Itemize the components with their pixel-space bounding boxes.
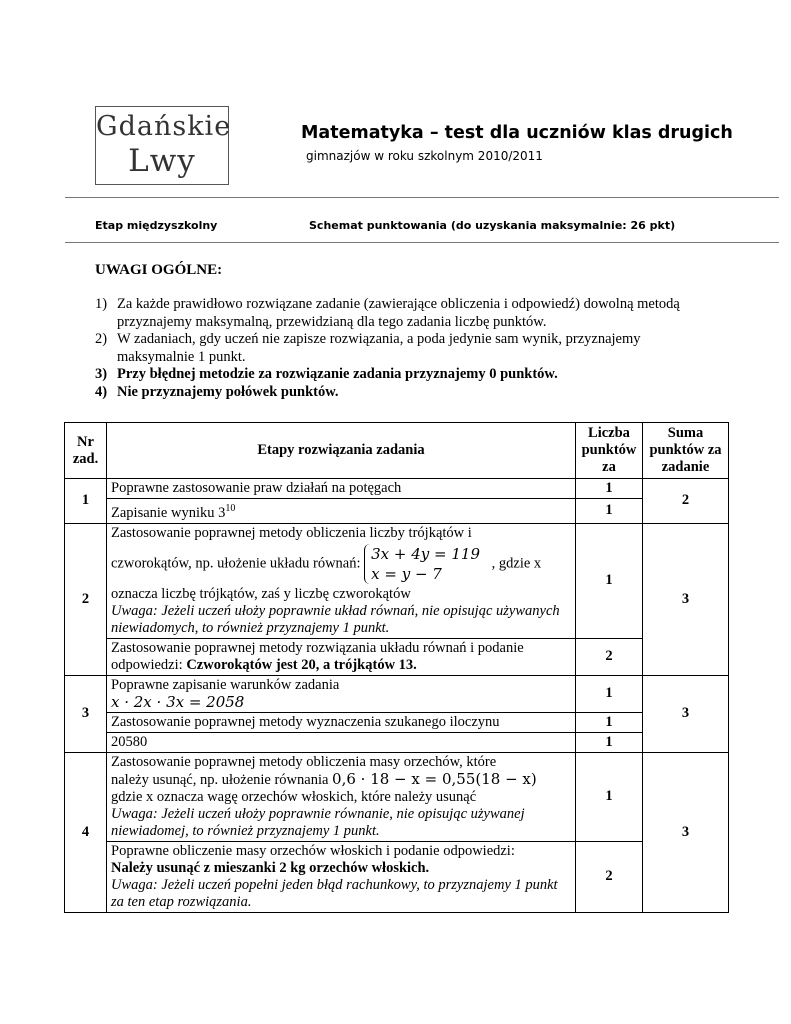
note-text: W zadaniach, gdy uczeń nie zapisze rozwiązania, a poda jedynie sam wynik, przyznajemy maksymalnie 1 punkt. [117, 331, 641, 365]
step-text: 20580 [107, 732, 576, 752]
step-text: należy usunąć, np. ułożenie równania [111, 771, 329, 788]
table-row [65, 752, 729, 841]
equation-line [111, 771, 571, 789]
general-notes-list [95, 296, 715, 401]
equation: 0,6 · 18 − x = 0,55(18 − x) [332, 769, 537, 788]
step-text: gdzie x oznacza wagę orzechów włoskich, które należy usunąć [111, 788, 477, 805]
step-text: Zapisanie wyniku [111, 504, 215, 521]
step-text: czworokątów, np. ułożenie układu równań: [111, 555, 361, 572]
note-number: 1) [95, 296, 108, 312]
step-text: Zastosowanie poprawnej metody rozwiązania układu równań i podanie odpowiedzi: [111, 639, 524, 673]
step-points: 2 [576, 841, 643, 912]
notes-title: UWAGI OGÓLNE: [95, 262, 223, 278]
step-cell [107, 675, 576, 712]
step-text: oznacza liczbę trójkątów, zaś y liczbę czworokątów [111, 585, 411, 602]
page-title: Matematyka – test dla uczniów klas drugich [301, 123, 733, 143]
step-answer: Należy usunąć z mieszanki 2 kg orzechów włoskich. [111, 859, 430, 876]
step-text: , gdzie x [491, 555, 542, 572]
gdanskie-lwy-logo [95, 106, 232, 185]
step-note: Uwaga: Jeżeli uczeń ułoży poprawnie równanie, nie opisując używanej niewiadomej, to również przyznajemy 1 punkt. [111, 805, 525, 839]
step-text: Poprawne zapisanie warunków zadania [111, 676, 340, 693]
divider-top [65, 197, 779, 198]
step-cell [107, 841, 576, 912]
step-points: 1 [576, 712, 643, 732]
equation: x · 2x · 3x = 2058 [111, 692, 245, 711]
table-row [65, 479, 729, 499]
result-power [218, 505, 235, 521]
step-cell [107, 499, 576, 524]
step-points: 1 [576, 752, 643, 841]
table-row [65, 638, 729, 675]
task-sum: 3 [643, 752, 729, 912]
task-number: 2 [65, 523, 107, 675]
task-sum: 2 [643, 479, 729, 524]
table-row [65, 499, 729, 524]
step-points: 1 [576, 675, 643, 712]
task-number: 3 [65, 675, 107, 752]
task-number: 4 [65, 752, 107, 912]
logo-line1: Gdańskie [96, 111, 232, 142]
step-points: 1 [576, 479, 643, 499]
equation-1: 3x + 4y = 119 [371, 544, 481, 563]
task-sum: 3 [643, 523, 729, 675]
table-row [65, 841, 729, 912]
divider-bottom [65, 242, 779, 243]
step-points: 2 [576, 638, 643, 675]
note-text: Za każde prawidłowo rozwiązane zadanie (zawierające obliczenia i odpowiedź) dowolną metodą przyznajemy maksymalną, przewidzianą dla tego zadania liczbę punktów. [117, 296, 680, 330]
header-steps: Etapy rozwiązania zadania [107, 423, 576, 479]
power-base: 3 [218, 504, 226, 521]
table-row [65, 712, 729, 732]
note-item [95, 296, 715, 331]
task-sum: 3 [643, 675, 729, 752]
step-text: Poprawne obliczenie masy orzechów włoskich i podanie odpowiedzi: [111, 842, 515, 859]
task-number: 1 [65, 479, 107, 524]
table-row [65, 675, 729, 712]
note-item [95, 331, 715, 366]
step-points: 1 [576, 499, 643, 524]
step-points: 1 [576, 732, 643, 752]
note-number: 4) [95, 383, 108, 400]
header-sum: Suma punktów za zadanie [643, 423, 729, 479]
note-number: 3) [95, 366, 108, 382]
table-row [65, 732, 729, 752]
equation-2: x = y − 7 [371, 564, 442, 583]
step-text: Poprawne zastosowanie praw działań na potęgach [107, 479, 576, 499]
note-number: 2) [95, 331, 108, 347]
step-cell [107, 523, 576, 638]
header-points: Liczba punktów za [576, 423, 643, 479]
logo-line2: Lwy [128, 143, 196, 179]
scoring-table [64, 422, 729, 913]
step-answer: Czworokątów jest 20, a trójkątów 13. [186, 656, 417, 673]
step-cell [107, 638, 576, 675]
page-subtitle: gimnazjów w roku szkolnym 2010/2011 [306, 149, 543, 163]
step-text: Zastosowanie poprawnej metody wyznaczenia szukanego iloczynu [107, 712, 576, 732]
power-exponent: 10 [225, 503, 236, 514]
stage-label: Etap międzyszkolny [95, 219, 218, 232]
header-task-number: Nr zad. [65, 423, 107, 479]
note-item [95, 366, 715, 384]
note-text: Nie przyznajemy połówek punktów. [117, 383, 339, 400]
equation-system [364, 544, 484, 584]
note-text: Przy błędnej metodzie za rozwiązanie zadania przyznajemy 0 punktów. [117, 366, 558, 382]
note-item [95, 384, 715, 402]
equation-line [111, 544, 571, 584]
table-row [65, 523, 729, 638]
step-cell [107, 752, 576, 841]
table-header-row [65, 423, 729, 479]
schema-label: Schemat punktowania (do uzyskania maksymalnie: 26 pkt) [309, 219, 676, 232]
step-text: Zastosowanie poprawnej metody obliczenia masy orzechów, które [111, 753, 497, 770]
step-points: 1 [576, 523, 643, 638]
step-note: Uwaga: Jeżeli uczeń ułoży poprawnie układ równań, nie opisując używanych niewiadomych, to również przyznajemy 1 punkt. [111, 602, 560, 636]
step-note: Uwaga: Jeżeli uczeń popełni jeden błąd rachunkowy, to przyznajemy 1 punkt za ten etap rozwiązania. [111, 876, 558, 910]
step-text: Zastosowanie poprawnej metody obliczenia liczby trójkątów i [111, 524, 472, 541]
